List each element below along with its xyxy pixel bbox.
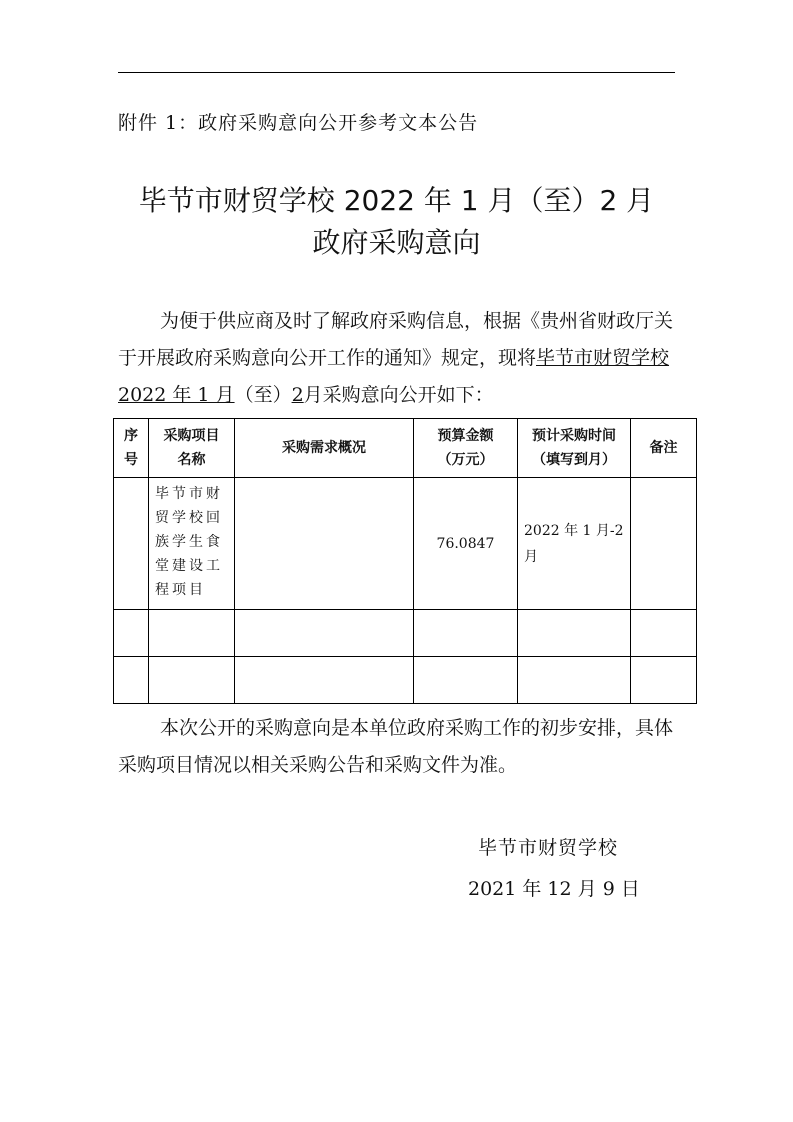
table-row bbox=[114, 478, 697, 610]
document-title-line1: 毕节市财贸学校 2022 年 1 月（至）2 月 bbox=[138, 184, 655, 217]
cell-overview bbox=[235, 657, 414, 704]
header-budget: 预算金额 （万元） bbox=[414, 419, 518, 478]
attachment-label: 附件 1：政府采购意向公开参考文本公告 bbox=[118, 112, 479, 134]
closing-paragraph bbox=[118, 710, 678, 784]
intro-text-b: 月采购意向公开如下： bbox=[303, 384, 494, 406]
cell-project-name: 毕节市财贸学校回族学生食堂建设工程项目 bbox=[149, 478, 235, 610]
signature-date: 2021 年 12 月 9 日 bbox=[468, 878, 640, 900]
header-name: 采购项目 名称 bbox=[149, 419, 235, 478]
table-row bbox=[114, 657, 697, 704]
header-remark: 备注 bbox=[631, 419, 697, 478]
intro-text-a: 为便于供应商及时了解政府采购信息，根据《贵州省财政厅关于开展政府采购意向公开工作的通知》规定，现将 bbox=[118, 310, 674, 369]
cell-time: 2022 年 1 月-2 月 bbox=[518, 478, 631, 610]
intro-text-mid: （至） bbox=[234, 384, 292, 406]
cell-remark bbox=[631, 478, 697, 610]
cell-remark bbox=[631, 610, 697, 657]
header-rule bbox=[118, 72, 675, 73]
cell-time bbox=[518, 610, 631, 657]
cell-budget: 76.0847 bbox=[414, 478, 518, 610]
cell-no bbox=[114, 657, 149, 704]
cell-overview bbox=[235, 610, 414, 657]
table-row bbox=[114, 610, 697, 657]
intro-underlined-month: 2 bbox=[291, 384, 304, 406]
cell-remark bbox=[631, 657, 697, 704]
header-time: 预计采购时间 （填写到月） bbox=[518, 419, 631, 478]
intro-underlined-org: 毕节市财贸学校 2022 年 1 月 bbox=[118, 347, 670, 406]
header-overview: 采购需求概况 bbox=[235, 419, 414, 478]
document-title-line2: 政府采购意向 bbox=[312, 226, 481, 259]
cell-project-name bbox=[149, 610, 235, 657]
cell-no bbox=[114, 610, 149, 657]
procurement-table bbox=[113, 418, 697, 704]
cell-budget bbox=[414, 657, 518, 704]
cell-budget bbox=[414, 610, 518, 657]
signature-org: 毕节市财贸学校 bbox=[478, 837, 619, 859]
cell-time bbox=[518, 657, 631, 704]
cell-project-name bbox=[149, 657, 235, 704]
cell-no bbox=[114, 478, 149, 610]
cell-overview bbox=[235, 478, 414, 610]
closing-text: 本次公开的采购意向是本单位政府采购工作的初步安排，具体采购项目情况以相关采购公告和采购文件为准。 bbox=[118, 717, 674, 776]
table-header-row bbox=[114, 419, 697, 478]
header-no: 序 号 bbox=[114, 419, 149, 478]
intro-paragraph bbox=[118, 303, 678, 414]
